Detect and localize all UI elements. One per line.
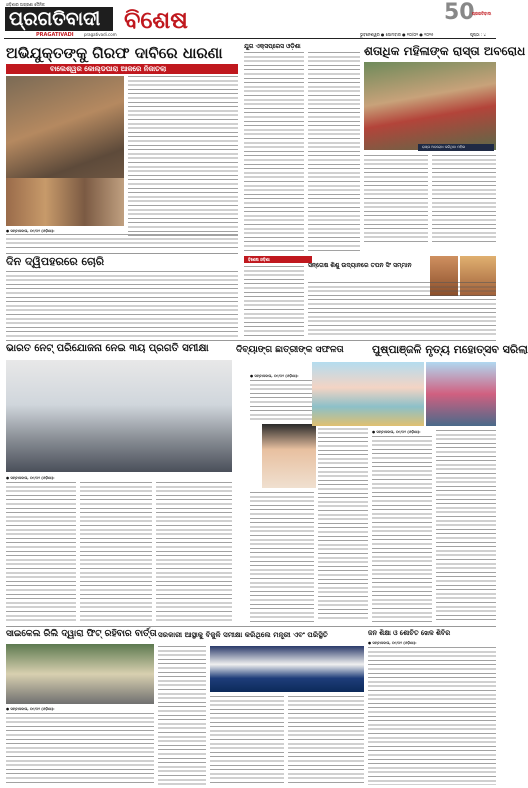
a5-headline: ସନ୍ତୋଷ ଶିଶୁ ଉଦ୍ୟାନରେ ତପନ ସିଂ ସମ୍ମାନ: [308, 262, 412, 269]
a8-photo-2: [426, 362, 496, 426]
a10-photo: [210, 646, 364, 692]
a5-label: ବିଶେଷ ଓଡ଼ିଶା: [248, 257, 270, 262]
a1-dateline: ● ସମ୍ବାଦଦାତା, ୦୯/୦୨ (ଓଡ଼ିଶା):: [6, 229, 55, 233]
a1-kicker: ବାଲେଶ୍ୱର କୋଲ୍‌ଡପାରା ଆକରେ ନିଜାତଲା: [50, 65, 167, 73]
a3-body-text: [364, 155, 428, 245]
a1-photo-2: [6, 178, 124, 226]
a3-headline: ଶତାଧିକ ମହିଳାଙ୍କ ରାସ୍ତା ଅବରୋଧ: [364, 44, 526, 58]
a5-body-text-2: [308, 282, 496, 336]
a6-dateline: ● ସମ୍ବାଦଦାତା, ୦୯/୦୨ (ଓଡ଼ିଶା):: [6, 476, 55, 480]
a3-body-text-2: [432, 155, 496, 245]
a7-body-text-2: [318, 424, 368, 622]
a6-body-text-3: [156, 482, 232, 622]
a9-photo: [6, 644, 154, 704]
masthead-tagline: ଓଡ଼ିଶାର ଅଗ୍ରଣୀ ଦୈନିକ: [6, 2, 45, 7]
a8-photo: [312, 362, 424, 426]
a9-dateline: ● ସମ୍ବାଦଦାତା, ୦୯/୦୨ (ଓଡ଼ିଶା):: [6, 707, 55, 711]
a9-headline: ସାଇକେଲ ରିଲି ଦ୍ୱାରା ଫିଟ୍ ରହିବାର ବାର୍ତ୍ତା: [6, 629, 157, 639]
a7-headline: ଦିବ୍ୟାଙ୍ଗ ଛାତ୍ରୀଙ୍କ ସଫଳତା: [236, 345, 344, 355]
divider-2: [6, 340, 496, 341]
a11-body-text: [368, 647, 496, 785]
anniversary-logo: [438, 1, 496, 27]
divider-3: [6, 626, 496, 627]
a8-body-text: [372, 436, 432, 622]
anniv-number: 50: [444, 0, 475, 25]
a3-caption: ରାସ୍ତା ଅବରୋଧ କରିଥିବା ମହିଳା: [422, 145, 466, 149]
a8-dateline: ● ସମ୍ବାଦଦାତା, ୦୯/୦୨ (ଓଡ଼ିଶା):: [372, 430, 421, 434]
a8-body-text-2: [436, 430, 496, 622]
a10-body-text: [158, 646, 206, 785]
a7-dateline: ● ସମ୍ବାଦଦାତା, ୦୯/୦୨ (ଓଡ଼ିଶା):: [250, 374, 299, 378]
a11-headline: ଜନ ଶିକ୍ଷା ଓ ଶୋଚିତ ଖେଳ ଶିବିର: [368, 629, 451, 637]
logo-en: PRAGATIVADI: [36, 32, 74, 38]
site-url[interactable]: pragativadi.com: [84, 32, 117, 37]
a3-photo: [364, 62, 496, 150]
dateline: ଭୁବନେଶ୍ୱର ● ସୋମବାର ● ୧୦/୦୨ ● ୨୦୨୫: [360, 32, 434, 37]
masthead-rule: [4, 38, 496, 39]
page-number: ପୃଷ୍ଠା : ୪: [470, 32, 486, 37]
a6-body-text-2: [80, 482, 152, 622]
a2-body-text: [244, 52, 304, 252]
a2-headline: ଯୁଗ ଏକ୍ସପ୍ରେସ ଓଡ଼ିଶା: [244, 43, 301, 50]
anniv-text: ପ୍ରଗତିବାଦୀ: [472, 11, 492, 16]
masthead: [0, 0, 500, 40]
a7-body-text-3: [250, 492, 314, 622]
a9-body-text: [6, 713, 154, 785]
a5-body-text: [244, 266, 304, 336]
a6-photo: [6, 360, 232, 472]
a2-body-text-2: [308, 52, 360, 252]
a4-body-text: [6, 271, 238, 337]
a1-body-text: [128, 76, 238, 238]
a10-body-text-3: [288, 696, 364, 785]
a1-body-text-2: [6, 234, 238, 248]
a6-headline: ଭାରତ ନେଟ୍ ପରିଯୋଜନା ନେଇ ୩ୟ ପ୍ରଗତି ସମୀକ୍ଷା: [6, 343, 209, 354]
a4-headline: ଦିନ ଦ୍ୱିପହରରେ ଚୋରି: [6, 255, 105, 268]
a8-headline: ପୁଷ୍ପାଞ୍ଜଳି ନୃତ୍ୟ ମହୋତ୍ସବ ସରିଲା: [372, 343, 528, 356]
a7-photo: [262, 424, 316, 488]
divider: [6, 253, 238, 254]
a10-headline: ସରକାରୀ ଆସ୍ଥାକୁ ବିଜୁଳି ସମୀକ୍ଷା କରିଥିଲେ ମନ୍ତ୍ରୀ ଏବଂ ପରିସ୍ଥିତି: [158, 630, 328, 639]
a11-dateline: ● ସମ୍ବାଦଦାତା, ୦୯/୦୨ (ଓଡ଼ିଶା):: [368, 641, 417, 645]
logo-text: ପ୍ରଗତିବାଦୀ: [9, 8, 101, 30]
a1-headline: ଅଭିଯୁକ୍ତଙ୍କୁ ଗିରଫ ଦାବିରେ ଧାରଣା: [6, 44, 223, 62]
section-title: ବିଶେଷ: [124, 6, 188, 34]
a10-body-text-2: [210, 696, 284, 785]
a6-body-text: [6, 482, 76, 622]
